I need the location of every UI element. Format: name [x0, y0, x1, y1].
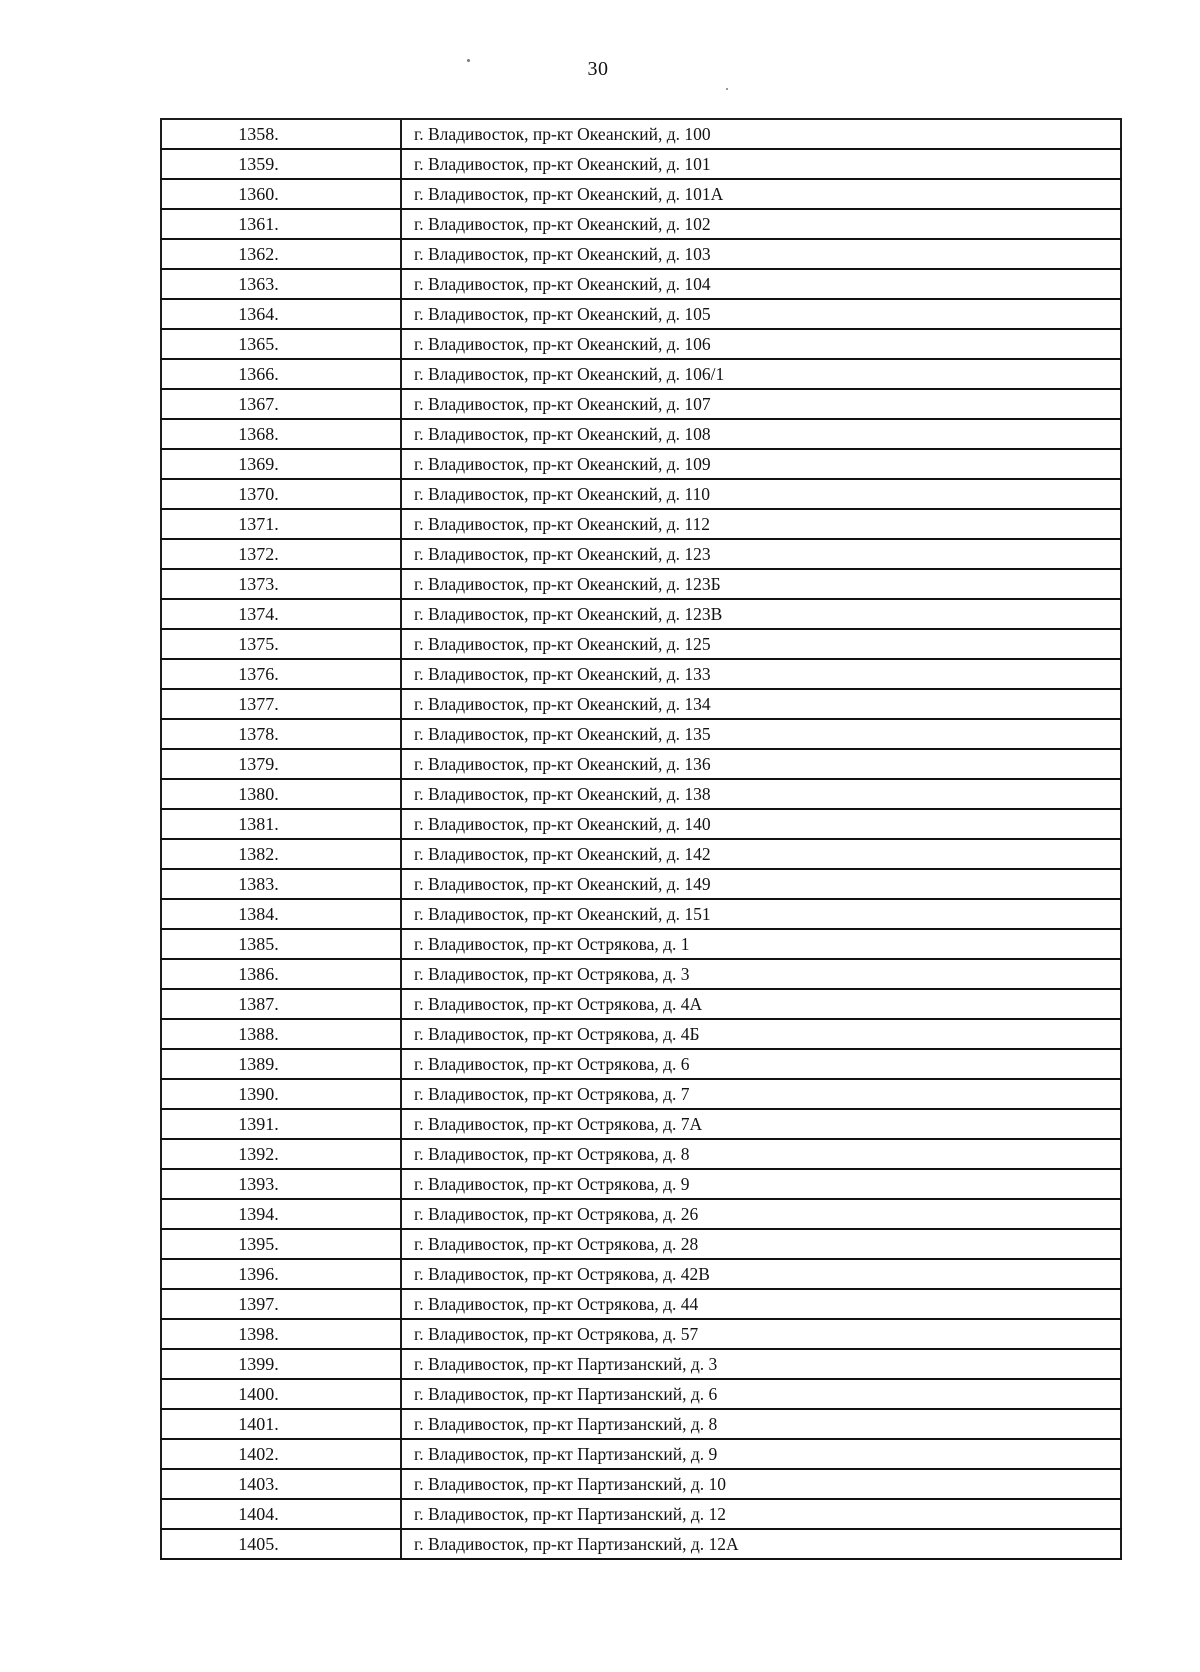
row-address: г. Владивосток, пр-кт Океанский, д. 106 [401, 329, 1121, 359]
row-address: г. Владивосток, пр-кт Острякова, д. 8 [401, 1139, 1121, 1169]
table-row [161, 989, 1121, 1019]
table-row [161, 599, 1121, 629]
row-address: г. Владивосток, пр-кт Океанский, д. 107 [401, 389, 1121, 419]
row-number: 1389. [161, 1049, 401, 1079]
row-number: 1405. [161, 1529, 401, 1559]
table-row [161, 899, 1121, 929]
row-number: 1379. [161, 749, 401, 779]
row-number: 1382. [161, 839, 401, 869]
row-address: г. Владивосток, пр-кт Океанский, д. 149 [401, 869, 1121, 899]
row-address: г. Владивосток, пр-кт Океанский, д. 136 [401, 749, 1121, 779]
row-number: 1367. [161, 389, 401, 419]
table-row [161, 209, 1121, 239]
table-row [161, 629, 1121, 659]
table-row [161, 359, 1121, 389]
row-address: г. Владивосток, пр-кт Острякова, д. 57 [401, 1319, 1121, 1349]
table-row [161, 299, 1121, 329]
row-address: г. Владивосток, пр-кт Острякова, д. 9 [401, 1169, 1121, 1199]
row-address: г. Владивосток, пр-кт Океанский, д. 106/1 [401, 359, 1121, 389]
table-row [161, 1439, 1121, 1469]
row-number: 1371. [161, 509, 401, 539]
table-row [161, 239, 1121, 269]
page-number: 30 [587, 58, 609, 80]
table-row [161, 1079, 1121, 1109]
table-row [161, 1199, 1121, 1229]
row-number: 1378. [161, 719, 401, 749]
row-number: 1363. [161, 269, 401, 299]
table-row [161, 659, 1121, 689]
row-address: г. Владивосток, пр-кт Океанский, д. 112 [401, 509, 1121, 539]
row-address: г. Владивосток, пр-кт Партизанский, д. 8 [401, 1409, 1121, 1439]
row-address: г. Владивосток, пр-кт Океанский, д. 134 [401, 689, 1121, 719]
table-row [161, 269, 1121, 299]
row-number: 1404. [161, 1499, 401, 1529]
row-number: 1359. [161, 149, 401, 179]
row-address: г. Владивосток, пр-кт Острякова, д. 3 [401, 959, 1121, 989]
table-row [161, 1049, 1121, 1079]
row-address: г. Владивосток, пр-кт Острякова, д. 7А [401, 1109, 1121, 1139]
table-row [161, 1259, 1121, 1289]
table-row [161, 509, 1121, 539]
row-address: г. Владивосток, пр-кт Океанский, д. 102 [401, 209, 1121, 239]
row-number: 1369. [161, 449, 401, 479]
row-number: 1374. [161, 599, 401, 629]
table-row [161, 389, 1121, 419]
row-number: 1358. [161, 119, 401, 149]
row-number: 1370. [161, 479, 401, 509]
row-address: г. Владивосток, пр-кт Партизанский, д. 3 [401, 1349, 1121, 1379]
table-row [161, 1529, 1121, 1559]
row-address: г. Владивосток, пр-кт Океанский, д. 135 [401, 719, 1121, 749]
row-number: 1397. [161, 1289, 401, 1319]
table-row [161, 689, 1121, 719]
row-address: г. Владивосток, пр-кт Океанский, д. 140 [401, 809, 1121, 839]
table-row [161, 149, 1121, 179]
address-table-body [161, 119, 1121, 1559]
table-row [161, 1289, 1121, 1319]
row-address: г. Владивосток, пр-кт Океанский, д. 108 [401, 419, 1121, 449]
table-row [161, 719, 1121, 749]
row-address: г. Владивосток, пр-кт Острякова, д. 44 [401, 1289, 1121, 1319]
scan-speck [467, 59, 470, 62]
table-row [161, 809, 1121, 839]
row-address: г. Владивосток, пр-кт Острякова, д. 28 [401, 1229, 1121, 1259]
row-address: г. Владивосток, пр-кт Океанский, д. 109 [401, 449, 1121, 479]
table-row [161, 179, 1121, 209]
row-number: 1376. [161, 659, 401, 689]
row-address: г. Владивосток, пр-кт Океанский, д. 123 [401, 539, 1121, 569]
row-number: 1388. [161, 1019, 401, 1049]
table-row [161, 1229, 1121, 1259]
row-number: 1380. [161, 779, 401, 809]
address-table [160, 118, 1122, 1560]
row-number: 1386. [161, 959, 401, 989]
row-number: 1392. [161, 1139, 401, 1169]
row-number: 1395. [161, 1229, 401, 1259]
table-row [161, 779, 1121, 809]
row-address: г. Владивосток, пр-кт Океанский, д. 123Б [401, 569, 1121, 599]
row-number: 1365. [161, 329, 401, 359]
row-number: 1366. [161, 359, 401, 389]
row-address: г. Владивосток, пр-кт Океанский, д. 101А [401, 179, 1121, 209]
row-address: г. Владивосток, пр-кт Океанский, д. 100 [401, 119, 1121, 149]
table-row [161, 1139, 1121, 1169]
table-row [161, 1169, 1121, 1199]
row-address: г. Владивосток, пр-кт Острякова, д. 7 [401, 1079, 1121, 1109]
row-address: г. Владивосток, пр-кт Острякова, д. 6 [401, 1049, 1121, 1079]
row-number: 1398. [161, 1319, 401, 1349]
table-row [161, 929, 1121, 959]
row-number: 1364. [161, 299, 401, 329]
row-address: г. Владивосток, пр-кт Океанский, д. 110 [401, 479, 1121, 509]
row-number: 1385. [161, 929, 401, 959]
table-row [161, 119, 1121, 149]
row-address: г. Владивосток, пр-кт Океанский, д. 101 [401, 149, 1121, 179]
row-address: г. Владивосток, пр-кт Острякова, д. 4Б [401, 1019, 1121, 1049]
row-number: 1390. [161, 1079, 401, 1109]
row-number: 1391. [161, 1109, 401, 1139]
row-address: г. Владивосток, пр-кт Океанский, д. 104 [401, 269, 1121, 299]
row-number: 1394. [161, 1199, 401, 1229]
table-row [161, 1379, 1121, 1409]
table-row [161, 869, 1121, 899]
row-address: г. Владивосток, пр-кт Острякова, д. 26 [401, 1199, 1121, 1229]
row-number: 1401. [161, 1409, 401, 1439]
table-row [161, 569, 1121, 599]
table-row [161, 1019, 1121, 1049]
row-number: 1368. [161, 419, 401, 449]
table-row [161, 1409, 1121, 1439]
row-number: 1360. [161, 179, 401, 209]
table-row [161, 1319, 1121, 1349]
row-number: 1361. [161, 209, 401, 239]
row-address: г. Владивосток, пр-кт Океанский, д. 123В [401, 599, 1121, 629]
row-address: г. Владивосток, пр-кт Океанский, д. 103 [401, 239, 1121, 269]
row-number: 1372. [161, 539, 401, 569]
row-address: г. Владивосток, пр-кт Партизанский, д. 12А [401, 1529, 1121, 1559]
row-address: г. Владивосток, пр-кт Океанский, д. 142 [401, 839, 1121, 869]
row-address: г. Владивосток, пр-кт Острякова, д. 4А [401, 989, 1121, 1019]
row-number: 1362. [161, 239, 401, 269]
table-row [161, 749, 1121, 779]
row-address: г. Владивосток, пр-кт Океанский, д. 151 [401, 899, 1121, 929]
row-address: г. Владивосток, пр-кт Острякова, д. 42В [401, 1259, 1121, 1289]
row-number: 1402. [161, 1439, 401, 1469]
row-number: 1399. [161, 1349, 401, 1379]
scan-speck [726, 88, 728, 90]
row-number: 1373. [161, 569, 401, 599]
row-number: 1377. [161, 689, 401, 719]
row-address: г. Владивосток, пр-кт Партизанский, д. 9 [401, 1439, 1121, 1469]
table-row [161, 1469, 1121, 1499]
row-number: 1393. [161, 1169, 401, 1199]
table-row [161, 1499, 1121, 1529]
table-row [161, 329, 1121, 359]
row-number: 1396. [161, 1259, 401, 1289]
table-row [161, 539, 1121, 569]
row-address: г. Владивосток, пр-кт Океанский, д. 133 [401, 659, 1121, 689]
table-row [161, 959, 1121, 989]
row-address: г. Владивосток, пр-кт Острякова, д. 1 [401, 929, 1121, 959]
row-address: г. Владивосток, пр-кт Океанский, д. 125 [401, 629, 1121, 659]
row-number: 1403. [161, 1469, 401, 1499]
table-row [161, 1109, 1121, 1139]
row-address: г. Владивосток, пр-кт Океанский, д. 105 [401, 299, 1121, 329]
row-address: г. Владивосток, пр-кт Партизанский, д. 6 [401, 1379, 1121, 1409]
row-address: г. Владивосток, пр-кт Партизанский, д. 12 [401, 1499, 1121, 1529]
row-number: 1387. [161, 989, 401, 1019]
row-number: 1384. [161, 899, 401, 929]
table-row [161, 419, 1121, 449]
table-row [161, 479, 1121, 509]
table-row [161, 449, 1121, 479]
row-address: г. Владивосток, пр-кт Океанский, д. 138 [401, 779, 1121, 809]
table-row [161, 1349, 1121, 1379]
row-number: 1400. [161, 1379, 401, 1409]
row-number: 1381. [161, 809, 401, 839]
row-number: 1375. [161, 629, 401, 659]
table-row [161, 839, 1121, 869]
row-number: 1383. [161, 869, 401, 899]
row-address: г. Владивосток, пр-кт Партизанский, д. 10 [401, 1469, 1121, 1499]
